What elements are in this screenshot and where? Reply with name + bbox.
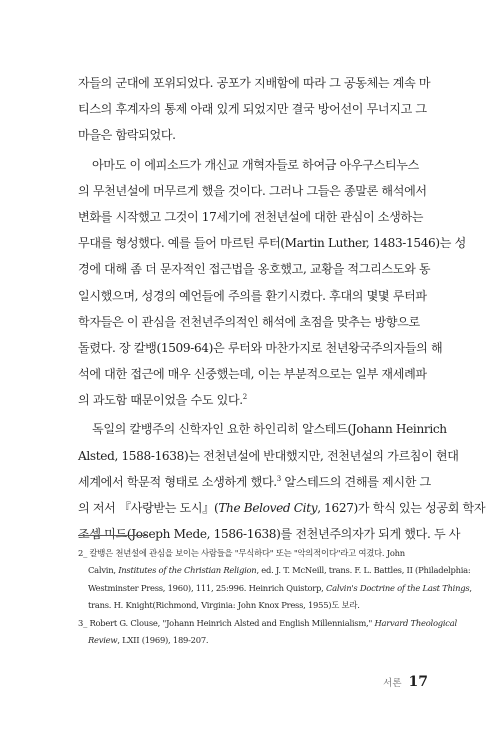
text-line: 자들의 군대에 포위되었다. 공포가 지배함에 따라 그 공동체는 계속 마 [78,76,431,90]
footnote-text: 칼뱅은 천년설에 관심을 보이는 사람들을 "무식하다" 또는 "악의적이다"라고 여겼다. John [89,548,405,558]
text-line [78,469,431,495]
footnote-marker: 3_ [78,617,88,628]
text-segment: 의 저서 『사랑받는 도시』( [78,501,219,515]
text-line: 무대를 형성했다. 예를 들어 마르틴 루터(Martin Luther, 1483-1546)는 성 [78,236,466,251]
footnote-line [78,580,472,597]
text-line [78,495,486,521]
footnote-line [78,562,471,579]
footnote-text: , ed. J. T. McNeill, trans. F. L. Battles, II (Philadelphia: [256,565,471,576]
text-line: 일시했으며, 성경의 예언들에 주의를 환기시켰다. 후대의 몇몇 루터파 [78,288,427,303]
text-segment: 알스테드의 견해를 제시한 그 [280,474,431,489]
footnote-ref[interactable]: 3 [276,474,281,483]
journal-title: Review [88,634,118,645]
text-segment: , 1627)가 학식 있는 성공회 학자 [317,501,486,515]
book-title: The Beloved City [218,501,318,515]
text-segment: 세계에서 학문적 형태로 소생하게 했다. [78,474,277,489]
footnote-ref[interactable]: 2 [242,393,247,402]
book-title: Institutes of the Christian Religion [118,565,257,576]
footnote-line [78,615,457,632]
footnote-divider [78,535,148,536]
footnote-line: trans. H. Knight(Richmond, Virginia: John Knox Press, 1955)도 보라. [88,600,360,611]
body-text [78,70,486,547]
text-line: 티스의 후계자의 통제 아래 있게 되었지만 결국 방어선이 무너지고 그 [78,102,427,117]
footnote-line [78,632,426,649]
page-number: 17 [408,674,428,690]
text-line: 조셉 미드(Joseph Mede, 1586-1638)를 전천년주의자가 되게 했다. 두 사 [78,527,461,542]
text-line: 학자들은 이 관심을 전천년주의적인 해석에 초점을 맞추는 방향으로 [78,314,420,329]
footnote-line [78,545,426,562]
text-line: 경에 대해 좀 더 문자적인 접근법을 옹호했고, 교황을 적그리스도와 동 [78,262,431,277]
text-line: 마을은 함락되었다. [78,128,176,143]
text-line: 석에 대한 접근에 매우 신중했는데, 이는 부분적으로는 일부 재세례파 [78,367,427,382]
text-line: Alsted, 1588-1638)는 전천년설에 반대했지만, 전천년설의 가르침이 현대 [78,448,459,463]
text-line: 아마도 이 에피소드가 개신교 개혁자들로 하여금 아우구스티누스 [92,157,419,172]
text-line: 독일의 칼뱅주의 신학자인 요한 하인리히 알스테드(Johann Heinrich [92,422,447,437]
page-footer [378,674,428,690]
text-segment: 의 과도함 때문이었을 수도 있다. [78,393,243,408]
footnote-text: Robert G. Clouse, "Johann Heinrich Alsted and English Millennialism," [89,617,375,628]
footnote-text: , LXII (1969), 189-207. [117,634,209,645]
footnote-text: Calvin, [88,565,119,576]
text-line [78,387,426,413]
section-label: 서론 [383,678,402,689]
text-line: 의 무천년설에 머무르게 했을 것이다. 그러나 그들은 종말론 해석에서 [78,183,427,198]
footnote-text: Westminster Press, 1960), 111, 25:996. Heinrich Quistorp, [88,582,326,593]
footnotes [78,545,472,649]
text-line: 돌렸다. 장 칼뱅(1509-64)은 루터와 마찬가지로 천년왕국주의자들의 해 [78,340,443,355]
text-line: 변화를 시작했고 그것이 17세기에 전천년설에 대한 관심이 소생하는 [78,209,424,224]
footnote-marker: 2_ [78,548,88,558]
journal-title: Harvard Theological [374,617,457,628]
footnote-text: , [469,582,472,593]
book-title: Calvin's Doctrine of the Last Things [325,582,470,593]
